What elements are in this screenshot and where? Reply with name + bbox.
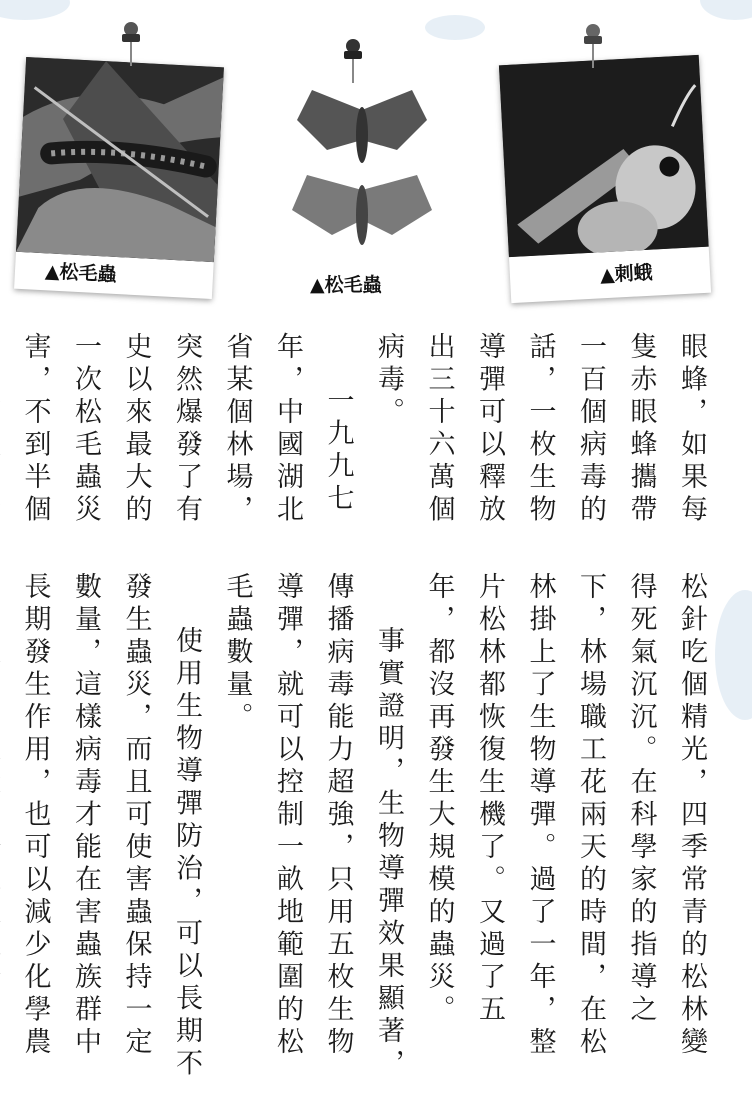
lower-text-block — [0, 572, 716, 1087]
background-splotch — [700, 0, 752, 20]
photo-caption: ▲松毛蟲 — [310, 274, 382, 296]
upper-paragraph-1: 眼蜂，如果每隻赤眼蜂攜帶一百個病毒的話，一枚生物導彈可以釋放出三十六萬個病毒。 — [373, 332, 707, 527]
photo-card-moths — [262, 80, 462, 302]
background-splotch — [715, 590, 752, 720]
photo-caption: ▲松毛蟲 — [44, 260, 118, 286]
photo-caption: ▲刺蛾 — [599, 261, 654, 287]
lower-paragraph-2: 事實證明，生物導彈效果顯著，傳播病毒能力超強，只用五枚生物導彈，就可以控制一畝地範圍的松毛蟲數量。 — [221, 572, 404, 1081]
moth-pair-photo — [272, 80, 452, 270]
caterpillar-photo — [16, 57, 224, 262]
upper-paragraph-2: 一九九七年，中國湖北省某個林場，突然爆發了有史以來最大的一次松毛蟲災害，不到半個 — [19, 332, 354, 527]
pushpin-icon — [120, 18, 142, 68]
background-splotch — [0, 0, 70, 20]
photo-card-moth-closeup — [499, 55, 711, 303]
lower-paragraph-1: 松針吃個精光，四季常青的松林變得死氣沉沉。在科學家的指導之下，林場職工花兩天的時間，在松林掛上了生物導彈。過了一年，整片松林都恢復生機了。又過了五年，都沒再發生大規模的蟲災。 — [423, 572, 707, 1060]
pushpin-icon — [342, 35, 364, 85]
photo-card-caterpillar — [14, 57, 224, 299]
pushpin-icon — [582, 20, 604, 70]
moth-closeup-photo — [499, 55, 709, 257]
background-splotch — [425, 15, 485, 40]
upper-text-block — [0, 332, 716, 542]
lower-paragraph-3: 使用生物導彈防治，可以長期不發生蟲災，而且可使害蟲保持一定數量，這樣病毒才能在害蟲族群中長期發生作用，也可以減少化學農 — [19, 572, 202, 1081]
